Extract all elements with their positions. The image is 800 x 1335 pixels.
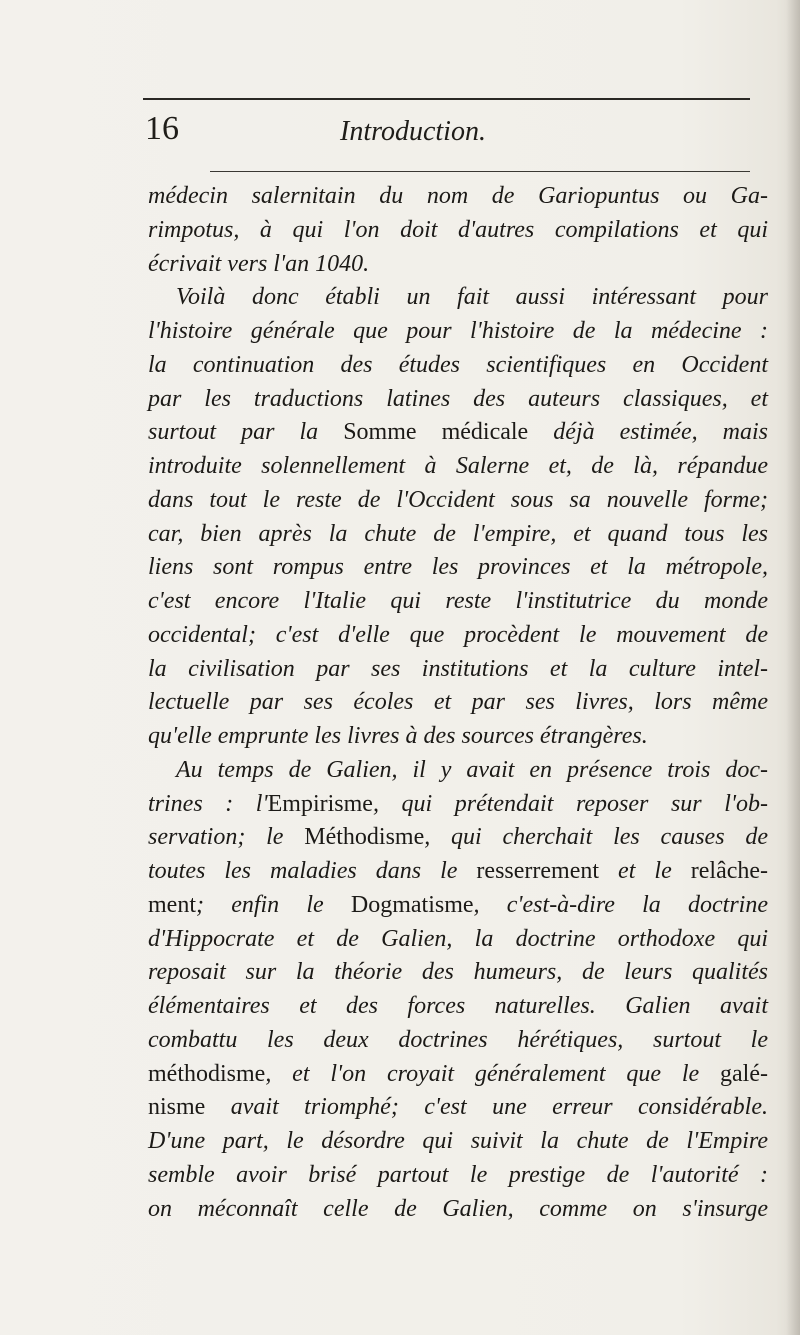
text-line: Voilà donc établi un fait aussi intéressant pour [176,284,768,311]
text-line: surtout par la Somme médicale déjà estimée, mais [148,419,769,446]
text-line: occidental; c'est d'elle que procèdent le mouvement de [148,621,768,648]
text-line: semble avoir brisé partout le prestige de l'autorité : [148,1161,768,1188]
header-rule-bottom [210,171,750,172]
text-line: rimpotus, à qui l'on doit d'autres compilations et qui [148,216,768,243]
text-line: élémentaires et des forces naturelles. Galien avait [148,993,768,1019]
text-line: D'une part, le désordre qui suivit la chute de l'Empire [148,1128,768,1154]
body-text [148,180,768,1226]
text-line: trines : l'Empirisme, qui prétendait reposer sur l'ob- [148,790,768,817]
text-line: nisme avait triomphé; c'est une erreur considérable. [148,1094,768,1121]
text-line: c'est encore l'Italie qui reste l'institutrice du monde [148,588,768,614]
text-line: reposait sur la théorie des humeurs, de leurs qualités [148,959,768,986]
text-line: écrivait vers l'an 1040. [148,250,370,277]
text-line: Au temps de Galien, il y avait en présence trois doc- [176,756,768,783]
text-line: par les traductions latines des auteurs classiques, et [148,385,768,412]
page-number: 16 [145,110,179,147]
text-line: qu'elle emprunte les livres à des sources étrangères. [148,723,648,749]
text-line: liens sont rompus entre les provinces et la métropole, [148,554,768,581]
text-line: l'histoire générale que pour l'histoire de la médecine : [148,318,768,344]
text-line: toutes les maladies dans le resserrement et le relâche- [148,858,769,884]
text-line: méthodisme, et l'on croyait généralement que le galé- [148,1060,768,1087]
text-line: introduite solennellement à Salerne et, de là, répandue [148,453,768,479]
text-line: ment; enfin le Dogmatisme, c'est-à-dire la doctrine [148,891,768,918]
header-rule-top [143,98,750,100]
text-line: la continuation des études scientifiques en Occident [148,351,768,378]
text-line: on méconnaît celle de Galien, comme on s'insurge [148,1195,768,1222]
page-edge-shadow [786,0,800,1335]
text-line: médecin salernitain du nom de Gariopuntus ou Ga- [148,183,768,209]
text-line: lectuelle par ses écoles et par ses livres, lors même [148,689,768,716]
text-line: d'Hippocrate et de Galien, la doctrine orthodoxe qui [148,925,768,952]
text-line: la civilisation par ses institutions et la culture intel- [148,655,768,682]
text-line: car, bien après la chute de l'empire, et quand tous les [148,520,768,547]
text-line: combattu les deux doctrines hérétiques, surtout le [148,1026,768,1053]
text-line: servation; le Méthodisme, qui cherchait les causes de [148,824,768,851]
running-title: Introduction. [340,116,486,147]
text-line: dans tout le reste de l'Occident sous sa nouvelle forme; [148,486,768,513]
